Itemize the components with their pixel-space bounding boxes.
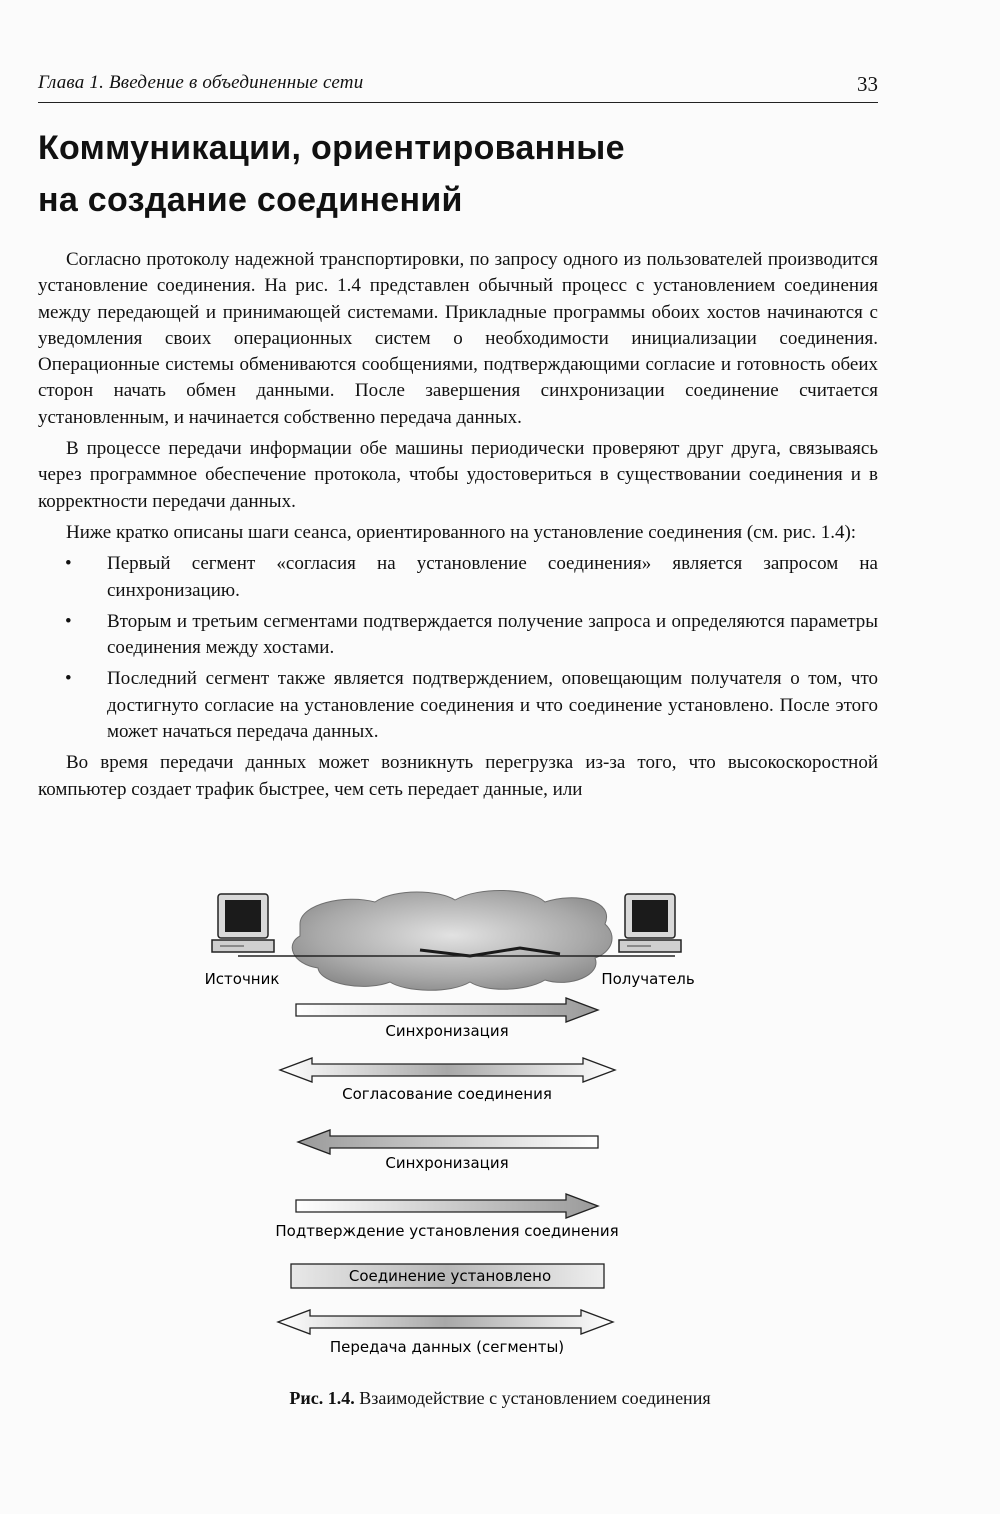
step-label-sync-reply: Синхронизация [385,1154,509,1172]
body-text [38,247,878,808]
destination-label: Получатель [601,970,695,988]
list-item-text: Вторым и третьим сегментами подтверждается получение запроса и определяются параметры соединения между хостами. [107,610,878,659]
list-item-text: Последний сегмент также является подтверждением, оповещающим получателя о том, что достигнуто согласие на установление соединения и что соединение установлено. После этого может начаться передача данных. [107,668,878,743]
sync-reply-arrow [298,1130,598,1154]
section-title-line-1: Коммуникации, ориентированные [38,129,625,167]
list-item [38,551,878,604]
source-computer-icon [212,894,274,952]
section-title [38,122,898,226]
step-label-negotiation: Согласование соединения [342,1085,552,1103]
running-header [38,68,878,103]
network-cloud [292,890,612,990]
bullet-mark: • [65,553,72,575]
list-item [38,666,878,745]
step-label-established: Соединение установлено [348,1267,552,1285]
destination-computer-icon [619,894,681,952]
figure-caption [0,1388,1000,1409]
chapter-title: Глава 1. Введение в объединенные сети [38,72,364,93]
page-number: 33 [857,72,878,96]
data-transfer-arrow [278,1310,613,1334]
step-label-data-transfer: Передача данных (сегменты) [329,1338,565,1356]
paragraph: В процессе передачи информации обе машины периодически проверяют друг друга, связываясь через программное обеспечение протокола, чтобы удостовериться в существовании соединения и в корректности передачи данных. [38,438,878,512]
steps-list [38,551,878,745]
negotiation-arrow [280,1058,615,1082]
ack-arrow [296,1194,598,1218]
list-item-text: Первый сегмент «согласия на установление соединения» является запросом на синхронизацию. [107,553,878,601]
list-item [38,609,878,662]
step-label-ack: Подтверждение установления соединения [275,1222,619,1240]
source-label: Источник [204,970,280,988]
paragraph: Во время передачи данных может возникнуть перегрузка из-за того, что высокоскоростной компьютер создает трафик быстрее, чем сеть передает данные, или [38,752,878,800]
figure-caption-text: Взаимодействие с установлением соединения [354,1388,711,1408]
section-title-line-2: на создание соединений [38,181,463,219]
step-label-sync: Синхронизация [385,1022,509,1040]
figure-connection-handshake [0,880,1000,1380]
bullet-mark: • [65,668,72,690]
bullet-mark: • [65,610,72,632]
sync-request-arrow [296,998,598,1022]
figure-diagram [0,880,1000,1380]
paragraph: Согласно протоколу надежной транспортировки, по запросу одного из пользователей производится установление соединения. На рис. 1.4 представлен обычный процесс с установлением соединения между передающей и принимающей системами. Прикладные программы обоих хостов начинаются с уведомления своих операционных систем о необходимости инициализации соединения. Операционные системы обмениваются сообщениями, подтверждающими согласие и готовность обеих сторон начать обмен данными. После завершения синхронизации соединение считается установленным, и начинается собственно передача данных. [38,249,878,428]
paragraph: Ниже кратко описаны шаги сеанса, ориентированного на установление соединения (см. рис. 1.4): [66,521,857,543]
figure-number: Рис. 1.4. [289,1388,355,1408]
